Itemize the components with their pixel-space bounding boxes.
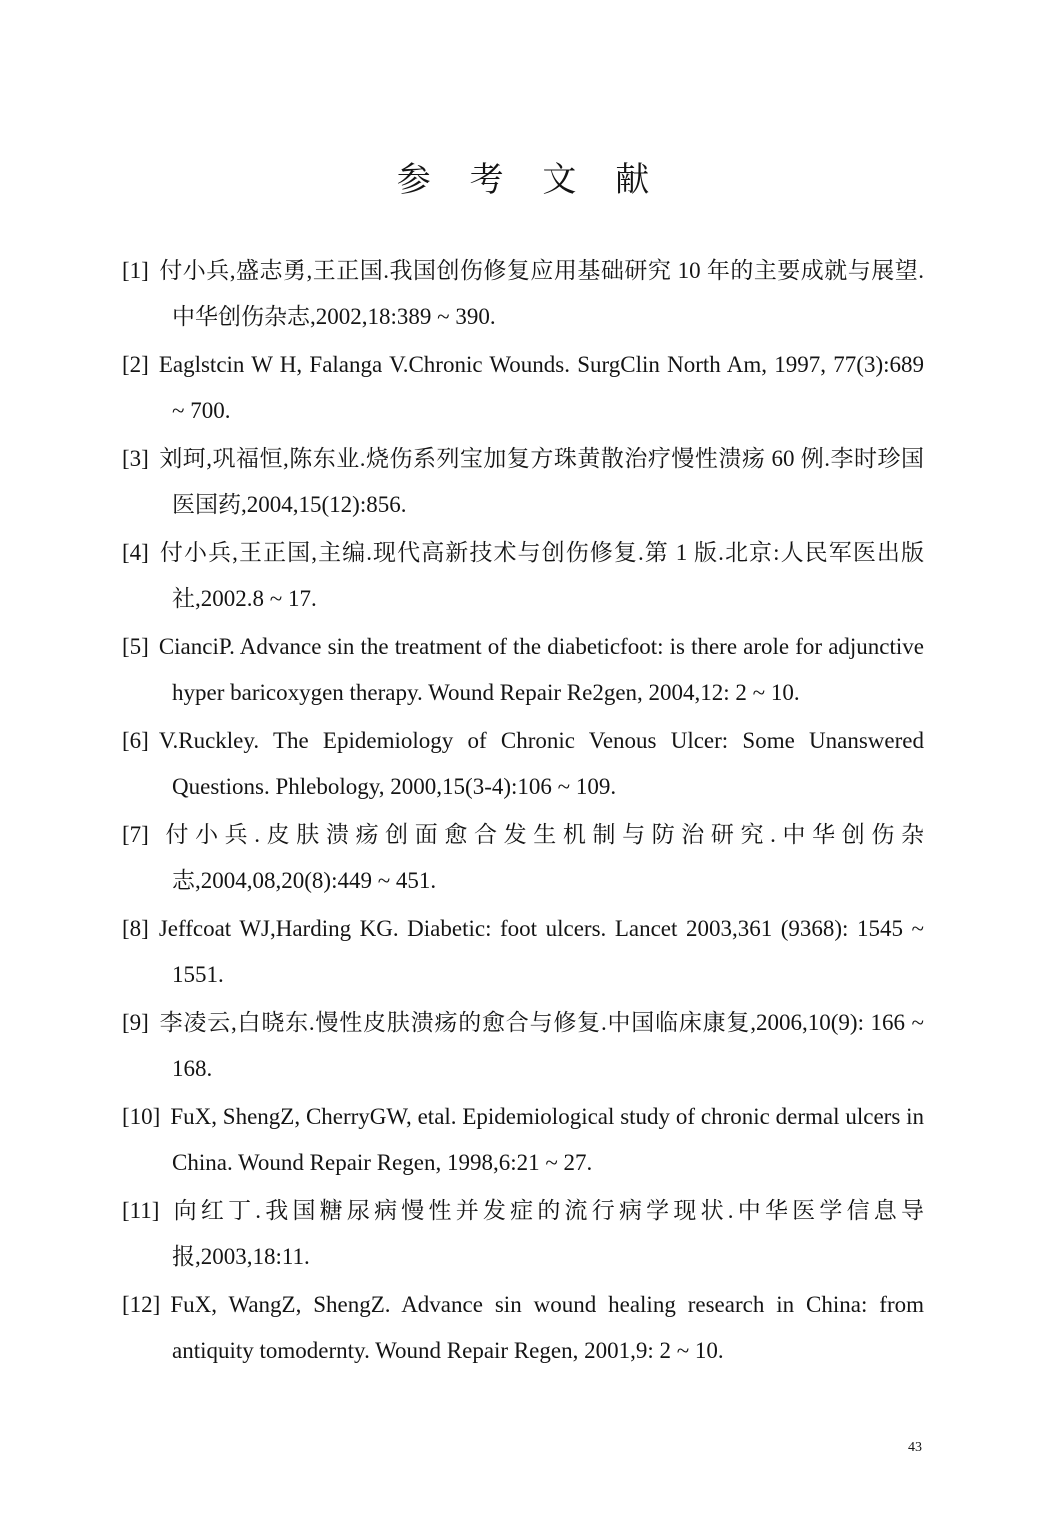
reference-number: [2]	[122, 352, 149, 377]
reference-text: FuX, WangZ, ShengZ. Advance sin wound healing research in China: from antiquity tomodernty. Wound Repair Regen, 2001,9: 2 ~ 10.	[170, 1292, 924, 1363]
reference-text: 向红丁.我国糖尿病慢性并发症的流行病学现状.中华医学信息导报,2003,18:11.	[169, 1198, 924, 1269]
reference-text: FuX, ShengZ, CherryGW, etal. Epidemiological study of chronic dermal ulcers in China. Wound Repair Regen, 1998,6:21 ~ 27.	[170, 1104, 924, 1175]
reference-number: [10]	[122, 1104, 161, 1129]
reference-number: [3]	[122, 446, 149, 471]
reference-list	[122, 248, 924, 1376]
reference-number: [1]	[122, 258, 149, 283]
reference-item	[122, 906, 924, 998]
reference-text: 付小兵,盛志勇,王正国.我国创伤修复应用基础研究 10 年的主要成就与展望.中华创伤杂志,2002,18:389 ~ 390.	[158, 258, 924, 329]
reference-text: CianciP. Advance sin the treatment of the diabeticfoot: is there arole for adjunctive hyper baricoxygen therapy. Wound Repair Re2gen, 2004,12: 2 ~ 10.	[158, 634, 924, 705]
reference-number: [12]	[122, 1292, 161, 1317]
page-number: 43	[908, 1440, 922, 1455]
reference-number: [8]	[122, 916, 149, 941]
reference-item	[122, 342, 924, 434]
reference-item	[122, 718, 924, 810]
reference-number: [6]	[122, 728, 149, 753]
reference-number: [9]	[122, 1010, 149, 1035]
reference-text: Jeffcoat WJ,Harding KG. Diabetic: foot ulcers. Lancet 2003,361 (9368): 1545 ~ 1551.	[158, 916, 924, 987]
reference-number: [4]	[122, 540, 149, 565]
reference-number: [5]	[122, 634, 149, 659]
reference-text: Eaglstcin W H, Falanga V.Chronic Wounds. SurgClin North Am, 1997, 77(3):689 ~ 700.	[158, 352, 924, 423]
reference-text: 付小兵.皮肤溃疡创面愈合发生机制与防治研究.中华创伤杂志,2004,08,20(8):449 ~ 451.	[158, 822, 924, 893]
reference-text: V.Ruckley. The Epidemiology of Chronic Venous Ulcer: Some Unanswered Questions. Phlebology, 2000,15(3-4):106 ~ 109.	[158, 728, 924, 799]
reference-text: 刘珂,巩福恒,陈东业.烧伤系列宝加复方珠黄散治疗慢性溃疡 60 例.李时珍国医国药,2004,15(12):856.	[158, 446, 924, 517]
reference-item	[122, 248, 924, 340]
reference-number: [11]	[122, 1198, 160, 1223]
reference-text: 付小兵,王正国,主编.现代高新技术与创伤修复.第 1 版.北京:人民军医出版社,2002.8 ~ 17.	[158, 540, 924, 611]
reference-item	[122, 1094, 924, 1186]
reference-item	[122, 624, 924, 716]
page-title: 参 考 文 献	[396, 160, 664, 200]
reference-text: 李凌云,白晓东.慢性皮肤溃疡的愈合与修复.中国临床康复,2006,10(9): 166 ~ 168.	[158, 1010, 924, 1081]
reference-item	[122, 812, 924, 904]
reference-item	[122, 1188, 924, 1280]
reference-item	[122, 436, 924, 528]
reference-item	[122, 1282, 924, 1374]
reference-number: [7]	[122, 822, 149, 847]
reference-item	[122, 1000, 924, 1092]
reference-item	[122, 530, 924, 622]
